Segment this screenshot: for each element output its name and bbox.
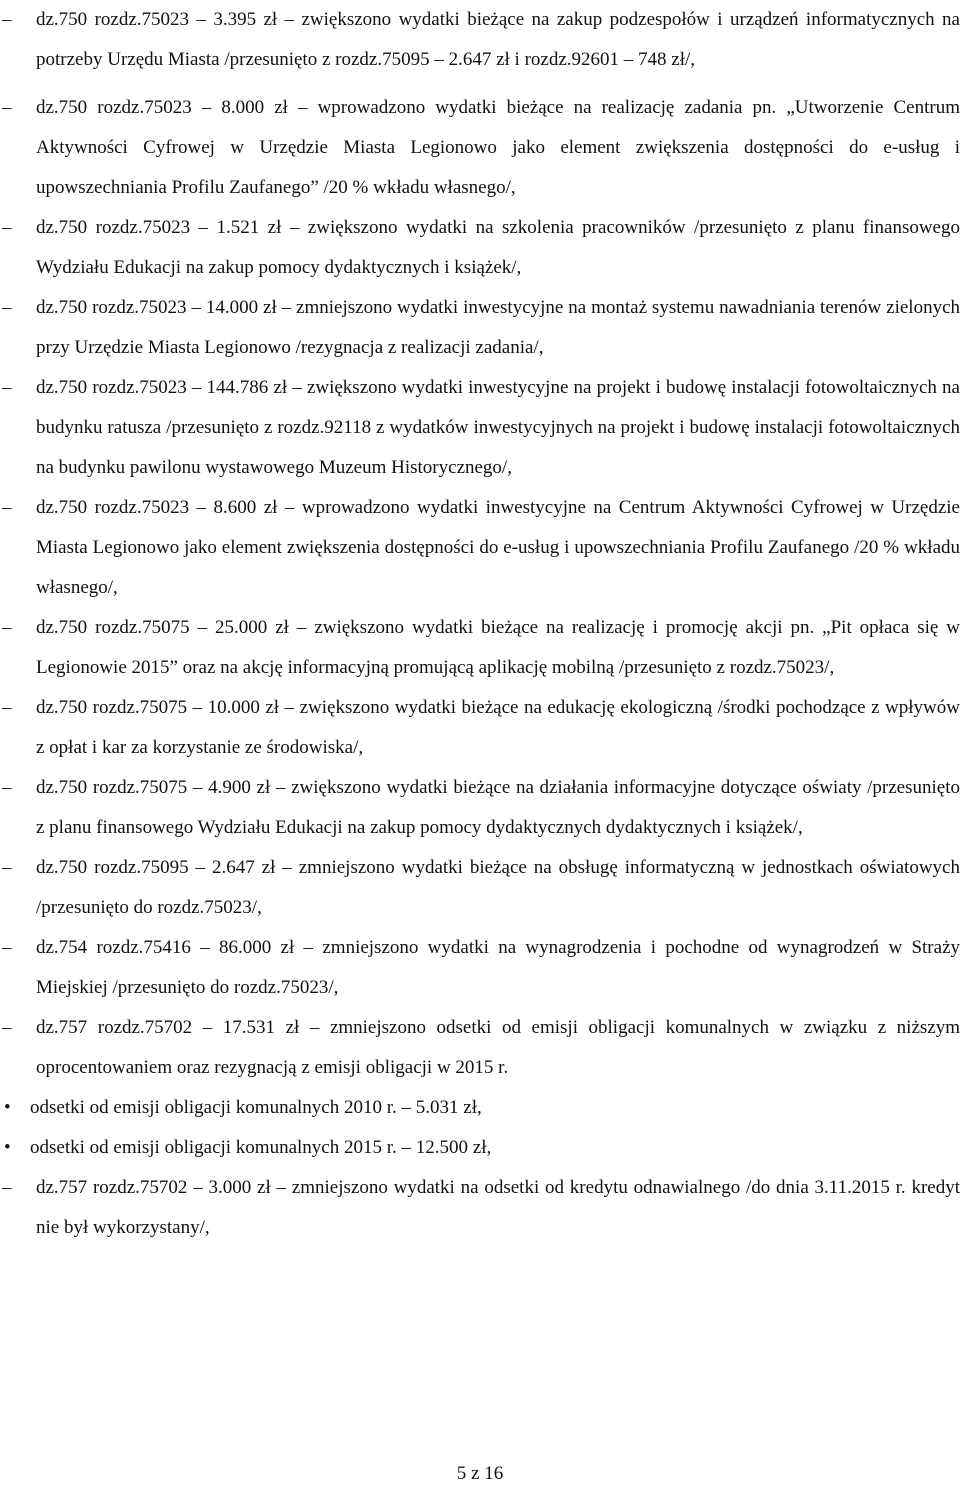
- list-item: – dz.750 rozdz.75075 – 10.000 zł – zwiększono wydatki bieżące na edukację ekologiczną /środki pochodzące z wpływów z opłat i kar za korzystanie ze środowiska/,: [0, 688, 960, 768]
- list-item: – dz.750 rozdz.75023 – 1.521 zł – zwiększono wydatki na szkolenia pracowników /przesunięto z planu finansowego Wydziału Edukacji na zakup pomocy dydaktycznych i książek/,: [0, 208, 960, 288]
- list-item: – dz.754 rozdz.75416 – 86.000 zł – zmniejszono wydatki na wynagrodzenia i pochodne od wynagrodzeń w Straży Miejskiej /przesunięto do rozdz.75023/,: [0, 928, 960, 1008]
- list-item: – dz.750 rozdz.75023 – 3.395 zł – zwiększono wydatki bieżące na zakup podzespołów i urządzeń informatycznych na potrzeby Urzędu Miasta /przesunięto z rozdz.75095 – 2.647 zł i rozdz.92601 – 748 zł/,: [0, 0, 960, 80]
- list-item: – dz.757 rozdz.75702 – 3.000 zł – zmniejszono wydatki na odsetki od kredytu odnawialnego /do dnia 3.11.2015 r. kredyt nie był wykorzystany/,: [0, 1168, 960, 1248]
- page-number: 5 z 16: [456, 1463, 504, 1484]
- list-item: – dz.757 rozdz.75702 – 17.531 zł – zmniejszono odsetki od emisji obligacji komunalnych w związku z niższym oprocentowaniem oraz rezygnacją z emisji obligacji w 2015 r.: [0, 1008, 960, 1088]
- bullet-item: • odsetki od emisji obligacji komunalnych 2010 r. – 5.031 zł,: [0, 1088, 960, 1128]
- list-item: – dz.750 rozdz.75023 – 8.600 zł – wprowadzono wydatki inwestycyjne na Centrum Aktywności Cyfrowej w Urzędzie Miasta Legionowo jako element zwiększenia dostępności do e-usług i upowszechniania Profilu Zaufanego /20 % wkładu własnego/,: [0, 488, 960, 608]
- list-item: – dz.750 rozdz.75075 – 4.900 zł – zwiększono wydatki bieżące na działania informacyjne dotyczące oświaty /przesunięto z planu finansowego Wydziału Edukacji na zakup pomocy dydaktycznych dydaktycznych i książek/,: [0, 768, 960, 848]
- list-item: – dz.750 rozdz.75023 – 14.000 zł – zmniejszono wydatki inwestycyjne na montaż systemu nawadniania terenów zielonych przy Urzędzie Miasta Legionowo /rezygnacja z realizacji zadania/,: [0, 288, 960, 368]
- list-item: – dz.750 rozdz.75095 – 2.647 zł – zmniejszono wydatki bieżące na obsługę informatyczną w jednostkach oświatowych /przesunięto do rozdz.75023/,: [0, 848, 960, 928]
- list-item: – dz.750 rozdz.75023 – 144.786 zł – zwiększono wydatki inwestycyjne na projekt i budowę instalacji fotowoltaicznych na budynku ratusza /przesunięto z rozdz.92118 z wydatków inwestycyjnych na projekt i budowę instalacji fotowoltaicznych na budynku pawilonu wystawowego Muzeum Historycznego/,: [0, 368, 960, 488]
- list-item: – dz.750 rozdz.75023 – 8.000 zł – wprowadzono wydatki bieżące na realizację zadania pn. „Utworzenie Centrum Aktywności Cyfrowej w Urzędzie Miasta Legionowo jako element zwiększenia dostępności do e-usług i upowszechniania Profilu Zaufanego” /20 % wkładu własnego/,: [0, 88, 960, 208]
- bullet-item: • odsetki od emisji obligacji komunalnych 2015 r. – 12.500 zł,: [0, 1128, 960, 1168]
- list-item: – dz.750 rozdz.75075 – 25.000 zł – zwiększono wydatki bieżące na realizację i promocję akcji pn. „Pit opłaca się w Legionowie 2015” oraz na akcję informacyjną promującą aplikację mobilną /przesunięto z rozdz.75023/,: [0, 608, 960, 688]
